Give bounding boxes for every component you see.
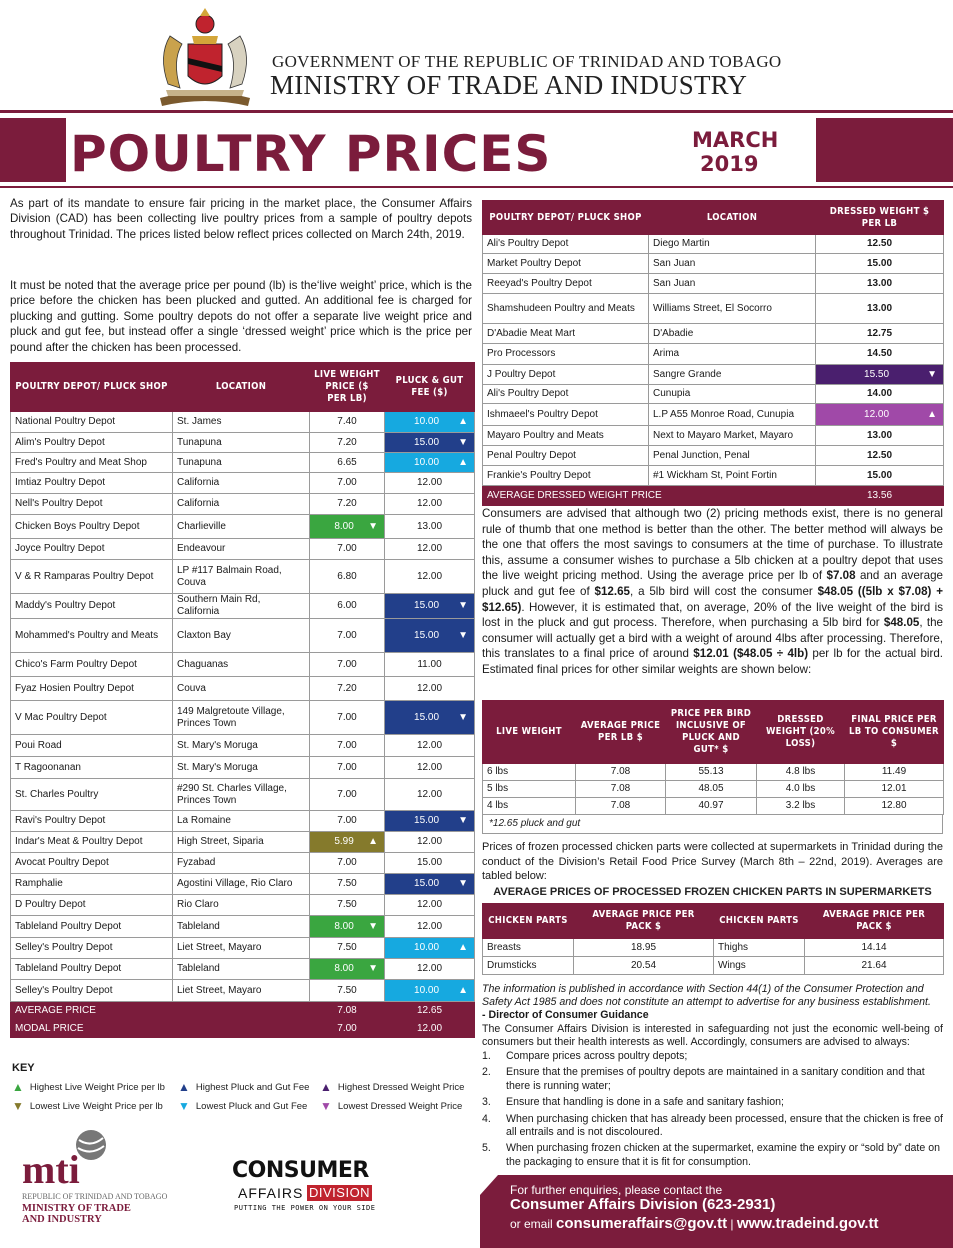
live-price: 7.00 — [310, 653, 385, 677]
depot-name: Frankie's Poultry Depot — [483, 466, 649, 486]
table-cell: 40.97 — [666, 798, 757, 815]
depot-location: California — [173, 494, 310, 515]
live-price: 7.00 — [310, 853, 385, 874]
triangle-down-icon: ▼ — [320, 1099, 332, 1113]
dressed-price: 15.50 ▼ — [816, 365, 944, 385]
table-row — [11, 757, 475, 779]
table-row — [11, 735, 475, 757]
depot-name: V Mac Poultry Depot — [11, 701, 173, 735]
pluck-fee: 12.00 — [385, 494, 475, 515]
table-row — [11, 453, 475, 473]
depot-location: 149 Malgretoute Village, Princes Town — [173, 701, 310, 735]
table-row — [483, 254, 944, 274]
average-row — [483, 486, 944, 506]
pluck-fee: 15.00 ▼ — [385, 619, 475, 653]
table-cell: 5 lbs — [483, 781, 576, 798]
modal-row — [11, 1020, 475, 1038]
table-row — [483, 446, 944, 466]
triangle-down-icon: ▼ — [368, 920, 378, 932]
depot-location: L.P A55 Monroe Road, Cunupia — [649, 404, 816, 426]
table-row — [483, 274, 944, 294]
depot-name: Selley's Poultry Depot — [11, 980, 173, 1002]
depot-name: Market Poultry Depot — [483, 254, 649, 274]
pluck-fee: 10.00 ▲ — [385, 938, 475, 959]
mti-line-1: REPUBLIC OF TRINIDAD AND TOBAGO — [22, 1192, 168, 1201]
cad-division: DIVISION — [309, 1185, 371, 1200]
table-cell: 12.01 — [845, 781, 944, 798]
modal-fee: 12.00 — [385, 1020, 475, 1038]
depot-name: Poui Road — [11, 735, 173, 757]
live-price: 7.50 — [310, 980, 385, 1002]
table-row — [11, 494, 475, 515]
triangle-up-icon: ▲ — [178, 1080, 190, 1094]
pluck-fee: 15.00 ▼ — [385, 874, 475, 895]
table-row — [11, 619, 475, 653]
depot-name: Imtiaz Poultry Depot — [11, 473, 173, 494]
depot-name: Maddy's Poultry Depot — [11, 594, 173, 619]
list-item: 3. Ensure that handling is done in a safe and sanitary fashion; — [482, 1096, 784, 1109]
table-row — [11, 473, 475, 494]
live-price: 5.99 ▲ — [310, 832, 385, 853]
triangle-down-icon: ▼ — [178, 1099, 190, 1113]
pluck-fee: 12.00 — [385, 832, 475, 853]
depot-location: Endeavour — [173, 539, 310, 560]
depot-name: Ravi's Poultry Depot — [11, 811, 173, 832]
triangle-down-icon: ▼ — [458, 629, 468, 641]
depot-name: Chico's Farm Poultry Depot — [11, 653, 173, 677]
consumer-affairs-logo — [232, 1158, 392, 1218]
triangle-up-icon: ▲ — [458, 984, 468, 996]
depot-location: #1 Wickham St, Point Fortin — [649, 466, 816, 486]
depot-location: Southern Main Rd, California — [173, 594, 310, 619]
triangle-down-icon: ▼ — [458, 436, 468, 448]
live-price: 8.00 ▼ — [310, 959, 385, 980]
estimate-note: *12.65 pluck and gut — [482, 814, 943, 834]
depot-location: Cunupia — [649, 385, 816, 404]
header-depot: POULTRY DEPOT/ PLUCK SHOP — [11, 363, 173, 412]
coat-of-arms-icon — [150, 6, 260, 110]
depot-name: Shamshudeen Poultry and Meats — [483, 294, 649, 324]
live-price: 7.00 — [310, 473, 385, 494]
depot-name: National Poultry Depot — [11, 412, 173, 433]
live-price: 7.00 — [310, 735, 385, 757]
pluck-fee: 12.00 — [385, 560, 475, 594]
depot-name: V & R Ramparas Poultry Depot — [11, 560, 173, 594]
dressed-price: 14.50 — [816, 344, 944, 365]
table-cell: 12.80 — [845, 798, 944, 815]
triangle-up-icon: ▲ — [458, 942, 468, 953]
depot-location: Charlieville — [173, 515, 310, 539]
table-cell: 4.8 lbs — [757, 764, 845, 781]
live-price: 6.80 — [310, 560, 385, 594]
title-date: MARCH 2019 — [692, 128, 779, 176]
email-link[interactable]: consumeraffairs@gov.tt — [556, 1215, 728, 1232]
live-price: 7.20 — [310, 433, 385, 453]
page-title: POULTRY PRICES — [70, 125, 552, 183]
modal-price: 7.00 — [310, 1020, 385, 1038]
depot-name: Ishmaeel's Poultry Depot — [483, 404, 649, 426]
list-item: 5. When purchasing frozen chicken at the supermarket, examine the expiry or “sold by” date on the packaging to ensure that it is fit for consumption. — [482, 1142, 940, 1168]
average-label: AVERAGE PRICE — [11, 1002, 173, 1020]
average-price: 7.08 — [310, 1002, 385, 1020]
government-line: GOVERNMENT OF THE REPUBLIC OF TRINIDAD AND TOBAGO — [272, 52, 782, 71]
header-dressed-weight: DRESSED WEIGHT (20% LOSS) — [757, 701, 845, 764]
table-row — [11, 811, 475, 832]
table-cell: 11.49 — [845, 764, 944, 781]
table-row — [483, 939, 944, 957]
pluck-fee: 12.00 — [385, 916, 475, 938]
table-row — [11, 832, 475, 853]
depot-name: Joyce Poultry Depot — [11, 539, 173, 560]
depot-location: La Romaine — [173, 811, 310, 832]
wellbeing-intro: The Consumer Affairs Division is interested in safeguarding not just the economic well-being of consumers but their health interests as well. Accordingly, consumers are advised to always: — [482, 1023, 943, 1049]
table-row — [11, 938, 475, 959]
table-row — [483, 235, 944, 254]
table-cell: 20.54 — [574, 957, 714, 975]
pluck-fee: 10.00 ▲ — [385, 412, 475, 433]
depot-location: Liet Street, Mayaro — [173, 980, 310, 1002]
header-pluck-fee: PLUCK & GUT FEE ($) — [385, 363, 475, 412]
ministry-name: MINISTRY OF TRADE AND INDUSTRY — [270, 70, 748, 100]
live-price: 7.00 — [310, 539, 385, 560]
dressed-price: 12.75 — [816, 324, 944, 344]
depot-name: Fyaz Hosien Poultry Depot — [11, 677, 173, 701]
depot-name: Mayaro Poultry and Meats — [483, 426, 649, 446]
depot-name: Tableland Poultry Depot — [11, 959, 173, 980]
triangle-up-icon: ▲ — [927, 408, 937, 420]
depot-name: D'Abadie Meat Mart — [483, 324, 649, 344]
key-item: ▲ Highest Dressed Weight Price — [320, 1080, 465, 1094]
pluck-fee: 12.00 — [385, 959, 475, 980]
table-cell: 7.08 — [576, 798, 666, 815]
table-row — [11, 916, 475, 938]
table-row — [11, 677, 475, 701]
table-row — [483, 324, 944, 344]
modal-label: MODAL PRICE — [11, 1020, 173, 1038]
mti-logo — [22, 1128, 222, 1228]
table-row — [483, 294, 944, 324]
live-weight-table — [10, 362, 475, 1038]
table-cell: Breasts — [483, 939, 574, 957]
depot-location: San Juan — [649, 274, 816, 294]
live-price: 7.00 — [310, 757, 385, 779]
key-item: ▼ Lowest Dressed Weight Price — [320, 1099, 463, 1113]
triangle-down-icon: ▼ — [458, 815, 468, 826]
depot-location: Next to Mayaro Market, Mayaro — [649, 426, 816, 446]
depot-name: Nell's Poultry Depot — [11, 494, 173, 515]
table-row — [11, 959, 475, 980]
live-price: 7.40 — [310, 412, 385, 433]
table-row — [483, 781, 944, 798]
table-row — [11, 539, 475, 560]
pluck-fee: 15.00 ▼ — [385, 433, 475, 453]
depot-location: San Juan — [649, 254, 816, 274]
frozen-parts-table — [482, 903, 944, 975]
table-cell: Thighs — [714, 939, 805, 957]
table-row — [483, 764, 944, 781]
frozen-intro: Prices of frozen processed chicken parts were collected at supermarkets in Trinidad during the conduct of the Division’s Retail Food Price Survey (March 8th – 22nd, 2019). Averages are tabled below: — [482, 841, 943, 883]
table-row — [483, 957, 944, 975]
depot-location: Chaguanas — [173, 653, 310, 677]
table-cell: 4.0 lbs — [757, 781, 845, 798]
triangle-up-icon: ▲ — [458, 416, 468, 427]
pluck-fee: 15.00 — [385, 853, 475, 874]
depot-name: J Poultry Depot — [483, 365, 649, 385]
pluck-fee: 15.00 ▼ — [385, 701, 475, 735]
depot-location: Penal Junction, Penal — [649, 446, 816, 466]
depot-location: Agostini Village, Rio Claro — [173, 874, 310, 895]
header-dressed-price: DRESSED WEIGHT $ PER LB — [816, 201, 944, 235]
table-row — [483, 466, 944, 486]
table-row — [11, 412, 475, 433]
triangle-down-icon: ▼ — [927, 368, 937, 380]
header-avg-price: AVERAGE PRICE PER LB $ — [576, 701, 666, 764]
table-cell: 6 lbs — [483, 764, 576, 781]
table-row — [11, 701, 475, 735]
header-bird-price: PRICE PER BIRD INCLUSIVE OF PLUCK AND GUT* $ — [666, 701, 757, 764]
website-link[interactable]: www.tradeind.gov.tt — [736, 1215, 879, 1232]
triangle-down-icon: ▼ — [12, 1099, 24, 1113]
table-row — [11, 653, 475, 677]
depot-location: St. Mary's Moruga — [173, 735, 310, 757]
live-price: 8.00 ▼ — [310, 916, 385, 938]
triangle-up-icon: ▲ — [12, 1080, 24, 1094]
depot-name: Avocat Poultry Depot — [11, 853, 173, 874]
depot-location: California — [173, 473, 310, 494]
depot-location: Tableland — [173, 916, 310, 938]
table-row — [483, 404, 944, 426]
estimated-price-table — [482, 700, 944, 815]
dressed-price: 12.50 — [816, 235, 944, 254]
key-title: KEY — [12, 1062, 35, 1074]
triangle-up-icon: ▲ — [458, 456, 468, 468]
depot-location: Fyzabad — [173, 853, 310, 874]
triangle-up-icon: ▲ — [320, 1080, 332, 1094]
dressed-price: 13.00 — [816, 426, 944, 446]
depot-name: St. Charles Poultry — [11, 779, 173, 811]
triangle-down-icon: ▼ — [458, 878, 468, 889]
table-cell: 3.2 lbs — [757, 798, 845, 815]
header-live-price: LIVE WEIGHT PRICE ($ PER LB) — [310, 363, 385, 412]
table-cell: 7.08 — [576, 781, 666, 798]
depot-name: Penal Poultry Depot — [483, 446, 649, 466]
table-row — [483, 798, 944, 815]
table-row — [483, 385, 944, 404]
live-price: 7.50 — [310, 874, 385, 895]
pluck-fee: 12.00 — [385, 895, 475, 916]
table-cell: 55.13 — [666, 764, 757, 781]
table-cell: 21.64 — [805, 957, 944, 975]
table-row — [11, 560, 475, 594]
pluck-fee: 15.00 ▼ — [385, 811, 475, 832]
depot-location: #290 St. Charles Village, Princes Town — [173, 779, 310, 811]
table-cell: 4 lbs — [483, 798, 576, 815]
depot-name: Fred's Poultry and Meat Shop — [11, 453, 173, 473]
live-price: 7.20 — [310, 494, 385, 515]
triangle-up-icon: ▲ — [368, 836, 378, 847]
depot-name: Mohammed's Poultry and Meats — [11, 619, 173, 653]
pluck-fee: 12.00 — [385, 735, 475, 757]
cad-affairs: AFFAIRS — [238, 1185, 304, 1201]
average-price: 13.56 — [816, 486, 944, 506]
depot-name: Ali's Poultry Depot — [483, 235, 649, 254]
live-price: 7.20 — [310, 677, 385, 701]
header-final-price: FINAL PRICE PER LB TO CONSUMER $ — [845, 701, 944, 764]
key-item: ▼ Lowest Pluck and Gut Fee — [178, 1099, 308, 1113]
depot-location: Rio Claro — [173, 895, 310, 916]
header-location: LOCATION — [649, 201, 816, 235]
pluck-fee: 12.00 — [385, 539, 475, 560]
key-item: ▼ Lowest Live Weight Price per lb — [12, 1099, 163, 1113]
key-item: ▲ Highest Pluck and Gut Fee — [178, 1080, 310, 1094]
depot-location: Arima — [649, 344, 816, 365]
footer-contacts: or email consumeraffairs@gov.tt | www.tradeind.gov.tt — [510, 1215, 879, 1232]
triangle-down-icon: ▼ — [458, 600, 468, 611]
live-price: 6.65 — [310, 453, 385, 473]
depot-name: Pro Processors — [483, 344, 649, 365]
intro-paragraph-2: It must be noted that the average price per pound (lb) is the‘live weight’ price, which is the price before the chicken has been plucked and gutted. An additional fee is charged for plucking and gutting. Some poultry depots do not offer a separate live weight price and pluck and gut fee, but instead offer a single ‘dressed weight’ price which is the price per pound after the chicken has been processed. — [10, 279, 472, 354]
footer-phone: Consumer Affairs Division (623-2931) — [510, 1196, 776, 1213]
table-row — [11, 980, 475, 1002]
average-row — [11, 1002, 475, 1020]
depot-location: Claxton Bay — [173, 619, 310, 653]
pluck-fee: 10.00 ▲ — [385, 980, 475, 1002]
depot-name: Indar's Meat & Poultry Depot — [11, 832, 173, 853]
average-label: AVERAGE DRESSED WEIGHT PRICE — [483, 486, 816, 506]
depot-location: Tableland — [173, 959, 310, 980]
dressed-price: 13.00 — [816, 274, 944, 294]
dressed-price: 15.00 — [816, 466, 944, 486]
header-location: LOCATION — [173, 363, 310, 412]
table-row — [11, 895, 475, 916]
depot-location: High Street, Siparia — [173, 832, 310, 853]
pluck-fee: 12.00 — [385, 779, 475, 811]
table-cell: 18.95 — [574, 939, 714, 957]
key-legend — [12, 1081, 482, 1121]
header-avg-pack: AVERAGE PRICE PER PACK $ — [574, 904, 714, 939]
contact-footer — [480, 1175, 953, 1248]
depot-location: D'Abadie — [649, 324, 816, 344]
list-item: 1. Compare prices across poultry depots; — [482, 1050, 688, 1062]
table-row — [483, 426, 944, 446]
live-price: 7.00 — [310, 619, 385, 653]
depot-name: D Poultry Depot — [11, 895, 173, 916]
depot-location: Diego Martin — [649, 235, 816, 254]
live-price: 6.00 — [310, 594, 385, 619]
mti-wordmark: mti — [22, 1147, 80, 1192]
title-banner — [0, 118, 953, 182]
header-part: CHICKEN PARTS — [483, 904, 574, 939]
header-rule — [0, 110, 953, 113]
dressed-price: 13.00 — [816, 294, 944, 324]
table-row — [11, 874, 475, 895]
table-row — [11, 779, 475, 811]
pluck-fee: 10.00 ▲ — [385, 453, 475, 473]
table-cell: Drumsticks — [483, 957, 574, 975]
dressed-price: 15.00 — [816, 254, 944, 274]
header-live-weight: LIVE WEIGHT — [483, 701, 576, 764]
depot-name: T Ragoonanan — [11, 757, 173, 779]
pluck-fee: 11.00 — [385, 653, 475, 677]
table-cell: Wings — [714, 957, 805, 975]
table-row — [11, 433, 475, 453]
depot-name: Ali's Poultry Depot — [483, 385, 649, 404]
depot-location: St. Mary's Moruga — [173, 757, 310, 779]
pluck-fee: 12.00 — [385, 677, 475, 701]
list-item: 4. When purchasing chicken that has already been processed, ensure that the chicken is free of all entrails and is not discoloured. — [482, 1112, 943, 1139]
depot-location: LP #117 Balmain Road, Couva — [173, 560, 310, 594]
pricing-method-paragraph: Consumers are advised that although two (2) pricing methods exist, there is no general rule of thumb that one method is better than the other. The better method will always be the one that offers the most savings to consumers at the time of purchase. To illustrate this, assume a consumer wishes to purchase a 5lb chicken at a poultry depot that uses the live weight pricing method. Using the average price per lb of $7.08 and an average pluck and gut fee of $12.65, a 5lb bird will cost the consumer $48.05 ((5lb x $7.08) + $12.65). However, it is estimated that, on average, 20% of the live weight of the bird is lost in the pluck and gut process. Therefore, when purchasing a 5lb bird for $48.05, the consumer will actually get a bird with a weight of around 4lbs after processing. Therefore, this translates to a final price of around $12.01 ($48.05 ÷ 4lb) per lb for the actual bird. Estimated final prices for other similar weights are shown below: — [482, 507, 944, 676]
table-row — [11, 853, 475, 874]
depot-name: Tableland Poultry Depot — [11, 916, 173, 938]
frozen-title: AVERAGE PRICES OF PROCESSED FROZEN CHICKEN PARTS IN SUPERMARKETS — [493, 886, 932, 898]
depot-location: Liet Street, Mayaro — [173, 938, 310, 959]
dressed-weight-table — [482, 200, 944, 506]
intro-paragraph-1: As part of its mandate to ensure fair pricing in the market place, the Consumer Affairs Division (CAD) has been collecting live poultry prices from a sample of poultry depots throughout Trinidad. The prices listed below reflect prices collected on March 24th, 2019. — [10, 197, 472, 241]
dressed-price: 12.00 ▲ — [816, 404, 944, 426]
depot-name: Reeyad's Poultry Depot — [483, 274, 649, 294]
dressed-price: 14.00 — [816, 385, 944, 404]
header-avg-pack: AVERAGE PRICE PER PACK $ — [805, 904, 944, 939]
live-price: 7.50 — [310, 938, 385, 959]
depot-location: Williams Street, El Socorro — [649, 294, 816, 324]
depot-location: Couva — [173, 677, 310, 701]
depot-name: Chicken Boys Poultry Depot — [11, 515, 173, 539]
banner-rule — [0, 186, 953, 188]
pluck-fee: 15.00 ▼ — [385, 594, 475, 619]
table-cell: 48.05 — [666, 781, 757, 798]
header-part: CHICKEN PARTS — [714, 904, 805, 939]
header-depot: POULTRY DEPOT/ PLUCK SHOP — [483, 201, 649, 235]
table-cell: 14.14 — [805, 939, 944, 957]
live-price: 7.00 — [310, 779, 385, 811]
depot-name: Alim's Poultry Depot — [11, 433, 173, 453]
list-item: 2. Ensure that the premises of poultry depots are maintained in a sanitary condition and that there is running water; — [482, 1066, 925, 1092]
pluck-fee: 12.00 — [385, 473, 475, 494]
table-row — [483, 365, 944, 385]
table-cell: 7.08 — [576, 764, 666, 781]
depot-location: Tunapuna — [173, 453, 310, 473]
live-price: 7.50 — [310, 895, 385, 916]
depot-name: Ramphalie — [11, 874, 173, 895]
pluck-fee: 12.00 — [385, 757, 475, 779]
key-item: ▲ Highest Live Weight Price per lb — [12, 1080, 165, 1094]
triangle-down-icon: ▼ — [368, 963, 378, 974]
depot-name: Selley's Poultry Depot — [11, 938, 173, 959]
footer-line-1: For further enquiries, please contact the — [510, 1183, 723, 1197]
live-price: 7.00 — [310, 811, 385, 832]
depot-location: Sangre Grande — [649, 365, 816, 385]
triangle-down-icon: ▼ — [458, 711, 468, 723]
depot-location: Tunapuna — [173, 433, 310, 453]
advice-list — [482, 1050, 943, 1172]
table-row — [483, 344, 944, 365]
disclaimer: The information is published in accordance with Section 44(1) of the Consumer Protection and Safety Act 1985 and does not constitute an attempt to advertise for any business establishment. - Director of Consumer Guidance — [482, 983, 931, 1021]
pluck-fee: 13.00 — [385, 515, 475, 539]
dressed-price: 12.50 — [816, 446, 944, 466]
depot-location: St. James — [173, 412, 310, 433]
triangle-down-icon: ▼ — [368, 520, 378, 532]
live-price: 8.00 ▼ — [310, 515, 385, 539]
table-row — [11, 515, 475, 539]
mti-line-2: MINISTRY OF TRADE AND INDUSTRY — [22, 1203, 131, 1225]
table-row — [11, 594, 475, 619]
cad-wordmark: CONSUMER — [232, 1158, 369, 1183]
cad-tagline: PUTTING THE POWER ON YOUR SIDE — [234, 1204, 376, 1212]
live-price: 7.00 — [310, 701, 385, 735]
average-fee: 12.65 — [385, 1002, 475, 1020]
